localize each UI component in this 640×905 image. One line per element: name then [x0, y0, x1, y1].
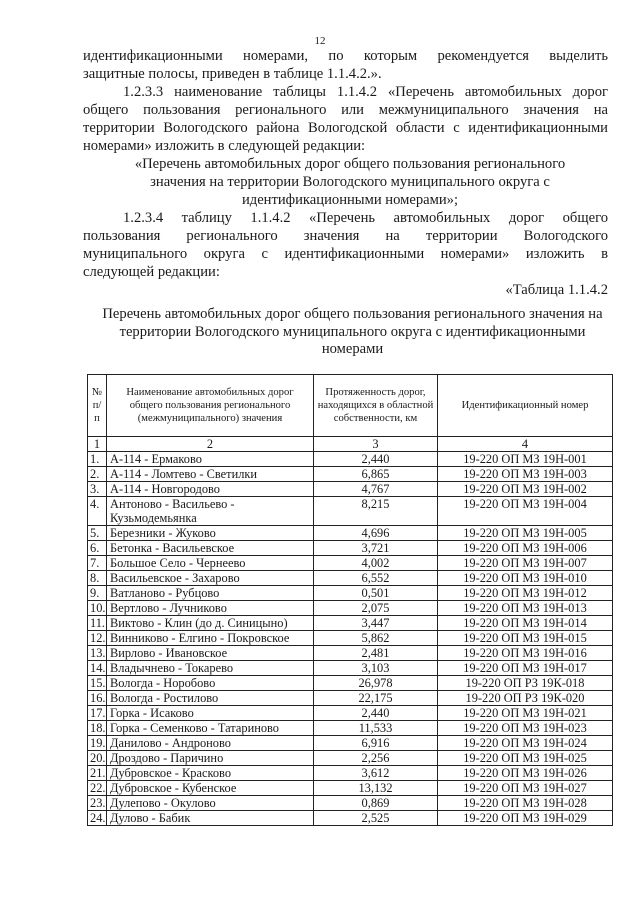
road-id-number: 19-220 ОП МЗ 19Н-010	[438, 571, 613, 586]
road-id-number: 19-220 ОП МЗ 19Н-026	[438, 766, 613, 781]
road-id-number: 19-220 ОП МЗ 19Н-012	[438, 586, 613, 601]
road-id-number: 19-220 ОП МЗ 19Н-005	[438, 526, 613, 541]
table-row	[88, 751, 613, 766]
road-name: Васильевское - Захарово	[107, 571, 314, 586]
road-length: 13,132	[314, 781, 438, 796]
road-length: 2,440	[314, 452, 438, 467]
road-id-number: 19-220 ОП МЗ 19Н-002	[438, 482, 613, 497]
road-name: Виктово - Клин (до д. Синицыно)	[107, 616, 314, 631]
road-length: 6,916	[314, 736, 438, 751]
row-number: 22.	[88, 781, 107, 796]
road-id-number: 19-220 ОП МЗ 19Н-025	[438, 751, 613, 766]
row-number: 21.	[88, 766, 107, 781]
row-number: 5.	[88, 526, 107, 541]
road-name: Данилово - Андроново	[107, 736, 314, 751]
row-number: 6.	[88, 541, 107, 556]
road-id-number: 19-220 ОП РЗ 19К-018	[438, 676, 613, 691]
row-number: 16.	[88, 691, 107, 706]
road-name: Дроздово - Паричино	[107, 751, 314, 766]
road-id-number: 19-220 ОП МЗ 19Н-023	[438, 721, 613, 736]
paragraph-1234-line-4: следующей редакции:	[83, 264, 220, 280]
table-row	[88, 526, 613, 541]
table-row	[88, 467, 613, 482]
road-id-number: 19-220 ОП МЗ 19Н-001	[438, 452, 613, 467]
road-length: 3,103	[314, 661, 438, 676]
table-title	[90, 306, 615, 359]
road-name: Ватланово - Рубцово	[107, 586, 314, 601]
road-length: 2,256	[314, 751, 438, 766]
row-number: 7.	[88, 556, 107, 571]
road-name: Вирлово - Ивановское	[107, 646, 314, 661]
column-number: 4	[438, 437, 613, 452]
row-number: 11.	[88, 616, 107, 631]
road-id-number: 19-220 ОП РЗ 19К-020	[438, 691, 613, 706]
road-length: 3,721	[314, 541, 438, 556]
quoted-title-line-2: значения на территории Вологодского муниципального округа с	[150, 174, 550, 190]
table-title-line-2: территории Вологодского муниципального округа с идентификационными	[119, 323, 586, 340]
column-number: 2	[107, 437, 314, 452]
row-number: 4.	[88, 497, 107, 526]
road-name: Владычнево - Токарево	[107, 661, 314, 676]
paragraph-1233-line-3: территории Вологодского района Вологодской области с идентификационными	[83, 120, 608, 136]
table-row	[88, 661, 613, 676]
table-row	[88, 482, 613, 497]
road-length: 3,612	[314, 766, 438, 781]
road-name: Березники - Жуково	[107, 526, 314, 541]
row-number: 2.	[88, 467, 107, 482]
road-length: 6,552	[314, 571, 438, 586]
table-row	[88, 556, 613, 571]
road-name: Вертлово - Лучниково	[107, 601, 314, 616]
row-number: 23.	[88, 796, 107, 811]
paragraph-1233-line-1: 1.2.3.3 наименование таблицы 1.1.4.2 «Перечень автомобильных дорог	[123, 84, 608, 100]
road-name: Горка - Семенково - Татариново	[107, 721, 314, 736]
road-length: 2,440	[314, 706, 438, 721]
road-name: Вологда - Норобово	[107, 676, 314, 691]
header-code: Идентификационный номер	[438, 375, 613, 437]
paragraph-1233-line-4: номерами» изложить в следующей редакции:	[83, 138, 366, 154]
row-number: 20.	[88, 751, 107, 766]
road-name: А-114 - Ермаково	[107, 452, 314, 467]
table-row	[88, 781, 613, 796]
road-id-number: 19-220 ОП МЗ 19Н-003	[438, 467, 613, 482]
table-row	[88, 571, 613, 586]
road-name: А-114 - Новгородово	[107, 482, 314, 497]
road-id-number: 19-220 ОП МЗ 19Н-014	[438, 616, 613, 631]
road-length: 6,865	[314, 467, 438, 482]
road-length: 3,447	[314, 616, 438, 631]
table-label: «Таблица 1.1.4.2	[505, 282, 608, 298]
table-row	[88, 691, 613, 706]
header-num: № п/п	[88, 375, 107, 437]
row-number: 8.	[88, 571, 107, 586]
road-length: 4,696	[314, 526, 438, 541]
paragraph-1234-line-2: пользования регионального значения на территории Вологодского	[83, 228, 608, 244]
paragraph-continuation-line-1: идентификационными номерами, по которым рекомендуется выделить	[83, 48, 608, 64]
road-length: 22,175	[314, 691, 438, 706]
road-id-number: 19-220 ОП МЗ 19Н-015	[438, 631, 613, 646]
paragraph-continuation-line-2: защитные полосы, приведен в таблице 1.1.4.2.».	[83, 66, 382, 82]
table-title-line-1: Перечень автомобильных дорог общего пользования регионального значения на	[102, 306, 603, 322]
row-number: 3.	[88, 482, 107, 497]
road-length: 2,075	[314, 601, 438, 616]
quoted-title-line-3: идентификационными номерами»;	[241, 192, 459, 208]
road-id-number: 19-220 ОП МЗ 19Н-021	[438, 706, 613, 721]
table-row	[88, 721, 613, 736]
road-name: Дулепово - Окулово	[107, 796, 314, 811]
table-row	[88, 601, 613, 616]
road-id-number: 19-220 ОП МЗ 19Н-006	[438, 541, 613, 556]
roads-table	[87, 374, 613, 826]
road-name: Дубровское - Красково	[107, 766, 314, 781]
road-name: Антоново - Васильево - Кузьмодемьянка	[107, 497, 314, 526]
road-id-number: 19-220 ОП МЗ 19Н-016	[438, 646, 613, 661]
road-id-number: 19-220 ОП МЗ 19Н-024	[438, 736, 613, 751]
table-row	[88, 541, 613, 556]
table-row	[88, 811, 613, 826]
page-number: 12	[314, 35, 326, 47]
paragraph-1234-line-1: 1.2.3.4 таблицу 1.1.4.2 «Перечень автомобильных дорог общего	[123, 210, 608, 226]
row-number: 1.	[88, 452, 107, 467]
road-name: Вологда - Ростилово	[107, 691, 314, 706]
row-number: 24.	[88, 811, 107, 826]
row-number: 10.	[88, 601, 107, 616]
row-number: 14.	[88, 661, 107, 676]
road-id-number: 19-220 ОП МЗ 19Н-027	[438, 781, 613, 796]
row-number: 9.	[88, 586, 107, 601]
road-name: Большое Село - Чернеево	[107, 556, 314, 571]
header-length: Протяженность дорог, находящихся в областной собственности, км	[314, 375, 438, 437]
road-length: 8,215	[314, 497, 438, 526]
road-length: 2,481	[314, 646, 438, 661]
table-row	[88, 586, 613, 601]
road-length: 26,978	[314, 676, 438, 691]
row-number: 12.	[88, 631, 107, 646]
table-row	[88, 736, 613, 751]
table-title-line-3: номерами	[321, 341, 384, 358]
table-row	[88, 452, 613, 467]
road-id-number: 19-220 ОП МЗ 19Н-017	[438, 661, 613, 676]
table-row	[88, 646, 613, 661]
row-number: 19.	[88, 736, 107, 751]
road-id-number: 19-220 ОП МЗ 19Н-013	[438, 601, 613, 616]
column-numbers-row	[88, 437, 613, 452]
paragraph-1234-line-3: муниципального округа с идентификационными номерами» изложить в	[83, 246, 608, 262]
table-row	[88, 796, 613, 811]
table-row	[88, 766, 613, 781]
road-length: 0,501	[314, 586, 438, 601]
road-id-number: 19-220 ОП МЗ 19Н-029	[438, 811, 613, 826]
road-length: 4,002	[314, 556, 438, 571]
column-number: 1	[88, 437, 107, 452]
road-name: Горка - Исаково	[107, 706, 314, 721]
road-name: Дубровское - Кубенское	[107, 781, 314, 796]
road-name: Винниково - Елгино - Покровское	[107, 631, 314, 646]
table-body	[88, 437, 613, 826]
row-number: 13.	[88, 646, 107, 661]
paragraph-1233-line-2: общего пользования регионального или межмуниципального значения на	[83, 102, 608, 118]
table-row	[88, 706, 613, 721]
road-id-number: 19-220 ОП МЗ 19Н-004	[438, 497, 613, 526]
header-name: Наименование автомобильных дорог общего пользования регионального (межмуниципального) значения	[107, 375, 314, 437]
road-length: 2,525	[314, 811, 438, 826]
table-header-row	[88, 375, 613, 437]
row-number: 18.	[88, 721, 107, 736]
table-row	[88, 631, 613, 646]
column-number: 3	[314, 437, 438, 452]
road-length: 5,862	[314, 631, 438, 646]
road-length: 11,533	[314, 721, 438, 736]
road-length: 0,869	[314, 796, 438, 811]
quoted-title-line-1: «Перечень автомобильных дорог общего пользования регионального	[134, 156, 566, 172]
road-id-number: 19-220 ОП МЗ 19Н-007	[438, 556, 613, 571]
row-number: 15.	[88, 676, 107, 691]
table-row	[88, 616, 613, 631]
road-name: А-114 - Ломтево - Светилки	[107, 467, 314, 482]
road-id-number: 19-220 ОП МЗ 19Н-028	[438, 796, 613, 811]
row-number: 17.	[88, 706, 107, 721]
table-row	[88, 497, 613, 526]
road-name: Дулово - Бабик	[107, 811, 314, 826]
road-name: Бетонка - Васильевское	[107, 541, 314, 556]
road-length: 4,767	[314, 482, 438, 497]
table-row	[88, 676, 613, 691]
